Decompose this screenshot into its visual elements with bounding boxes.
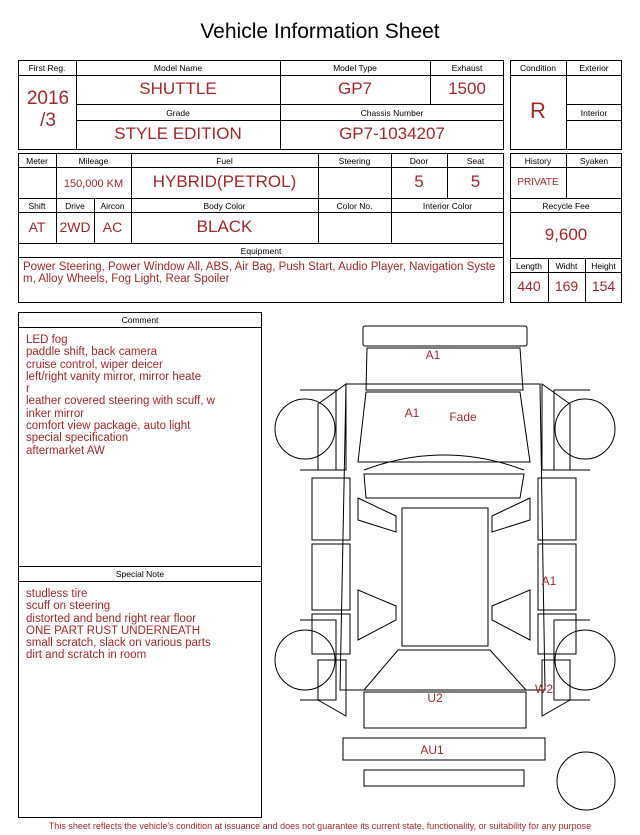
condition-label: Condition bbox=[520, 63, 556, 73]
height-value: 154 bbox=[591, 278, 616, 294]
length-label: Length bbox=[516, 261, 542, 271]
special-note-text: studless tire scuff on steering distorted and bend right rear floor ONE PART RUST UNDERNEATH small scratch, slack on various parts dirt and scratch in room bbox=[26, 588, 211, 662]
height-label: Height bbox=[591, 261, 616, 271]
length-value: 440 bbox=[517, 278, 541, 294]
shift-value: AT bbox=[28, 219, 46, 235]
special-note-label: Special Note bbox=[115, 569, 165, 579]
mark-rear-bumper: AU1 bbox=[420, 743, 444, 757]
front-windshield bbox=[358, 392, 530, 462]
rear-gate bbox=[364, 650, 526, 690]
aircon-label: Aircon bbox=[100, 201, 125, 211]
body-color-value: BLACK bbox=[196, 217, 253, 236]
first-reg-label: First Reg. bbox=[28, 63, 66, 73]
mark-front-windshield: Fade bbox=[449, 410, 477, 424]
color-no-label: Color No. bbox=[336, 201, 373, 211]
steering-label: Steering bbox=[338, 156, 371, 166]
grade-value: STYLE EDITION bbox=[114, 124, 242, 143]
meter-label: Meter bbox=[26, 156, 48, 166]
mark-rear-gate: U2 bbox=[427, 691, 443, 705]
left-rear-fender bbox=[318, 660, 346, 716]
mark-hood: A1 bbox=[425, 348, 441, 362]
comment-label: Comment bbox=[121, 315, 159, 325]
mileage-label: Mileage bbox=[78, 156, 109, 166]
door-label: Door bbox=[409, 156, 429, 166]
front-bumper bbox=[363, 326, 527, 346]
history-label: History bbox=[524, 156, 552, 166]
drive-label: Drive bbox=[65, 201, 85, 211]
mileage-value: 150,000 KM bbox=[63, 178, 124, 190]
recycle-fee-label: Recycle Fee bbox=[542, 201, 590, 211]
front-right-wheel bbox=[555, 399, 615, 459]
interior-color-label: Interior Color bbox=[422, 201, 473, 211]
roof bbox=[402, 508, 488, 646]
chassis-value: GP7-1034207 bbox=[339, 124, 445, 143]
recycle-fee-value: 9,600 bbox=[544, 225, 588, 244]
model-name-value: SHUTTLE bbox=[139, 79, 217, 98]
history-value: PRIVATE bbox=[517, 177, 559, 188]
sheet-title: Vehicle Information Sheet bbox=[200, 20, 440, 43]
front-left-wheel bbox=[275, 399, 335, 459]
exterior-label: Exterior bbox=[579, 63, 609, 73]
fuel-label: Fuel bbox=[216, 156, 233, 166]
shift-label: Shift bbox=[28, 201, 46, 211]
grade-label: Grade bbox=[166, 108, 190, 118]
drive-value: 2WD bbox=[59, 219, 91, 235]
mark-front-left: A1 bbox=[404, 406, 420, 420]
left-front-fender bbox=[318, 384, 346, 470]
seat-label: Seat bbox=[466, 156, 485, 166]
fuel-value: HYBRID(PETROL) bbox=[152, 172, 297, 191]
aircon-value: AC bbox=[102, 219, 123, 235]
door-value: 5 bbox=[414, 172, 424, 191]
footer-disclaimer: This sheet reflects the vehicle's condition at issuance and does not guarantee its current state, functionality, or suitability for any purpose bbox=[48, 821, 592, 831]
condition-value: R bbox=[530, 98, 546, 123]
right-front-fender bbox=[542, 384, 570, 470]
body-color-label: Body Color bbox=[203, 201, 246, 211]
model-name-label: Model Name bbox=[153, 63, 203, 73]
cabin-outline bbox=[340, 384, 545, 690]
first-reg-value: 2016 /3 bbox=[26, 88, 70, 131]
seat-value: 5 bbox=[470, 172, 481, 191]
model-type-label: Model Type bbox=[333, 63, 377, 73]
mark-rear-right: W2 bbox=[535, 682, 553, 696]
spare-wheel bbox=[557, 752, 615, 810]
exhaust-value: 1500 bbox=[448, 79, 486, 98]
exhaust-label: Exhaust bbox=[451, 63, 483, 73]
syaken-label: Syaken bbox=[579, 156, 609, 166]
left-side-panels bbox=[312, 478, 350, 654]
comment-text: LED fog paddle shift, back camera cruise control, wiper deicer left/right vanity mirror, mirror heate r leather covered steering with scuff, w inker mirror comfort view package, auto light special specification aftermarket AW bbox=[26, 334, 215, 457]
chassis-label: Chassis Number bbox=[360, 108, 424, 118]
rear-step bbox=[364, 770, 524, 786]
equipment-value: Power Steering, Power Window All, ABS, Air Bag, Push Start, Audio Player, Navigation System, Alloy Wheels, Fog Light, Rear Spoiler bbox=[23, 261, 496, 286]
equipment-label: Equipment bbox=[240, 246, 282, 256]
width-value: 169 bbox=[554, 278, 579, 294]
interior-label: Interior bbox=[580, 108, 608, 118]
mark-right-side: A1 bbox=[541, 574, 557, 588]
width-label: Widht bbox=[555, 261, 578, 271]
model-type-value: GP7 bbox=[337, 79, 373, 98]
